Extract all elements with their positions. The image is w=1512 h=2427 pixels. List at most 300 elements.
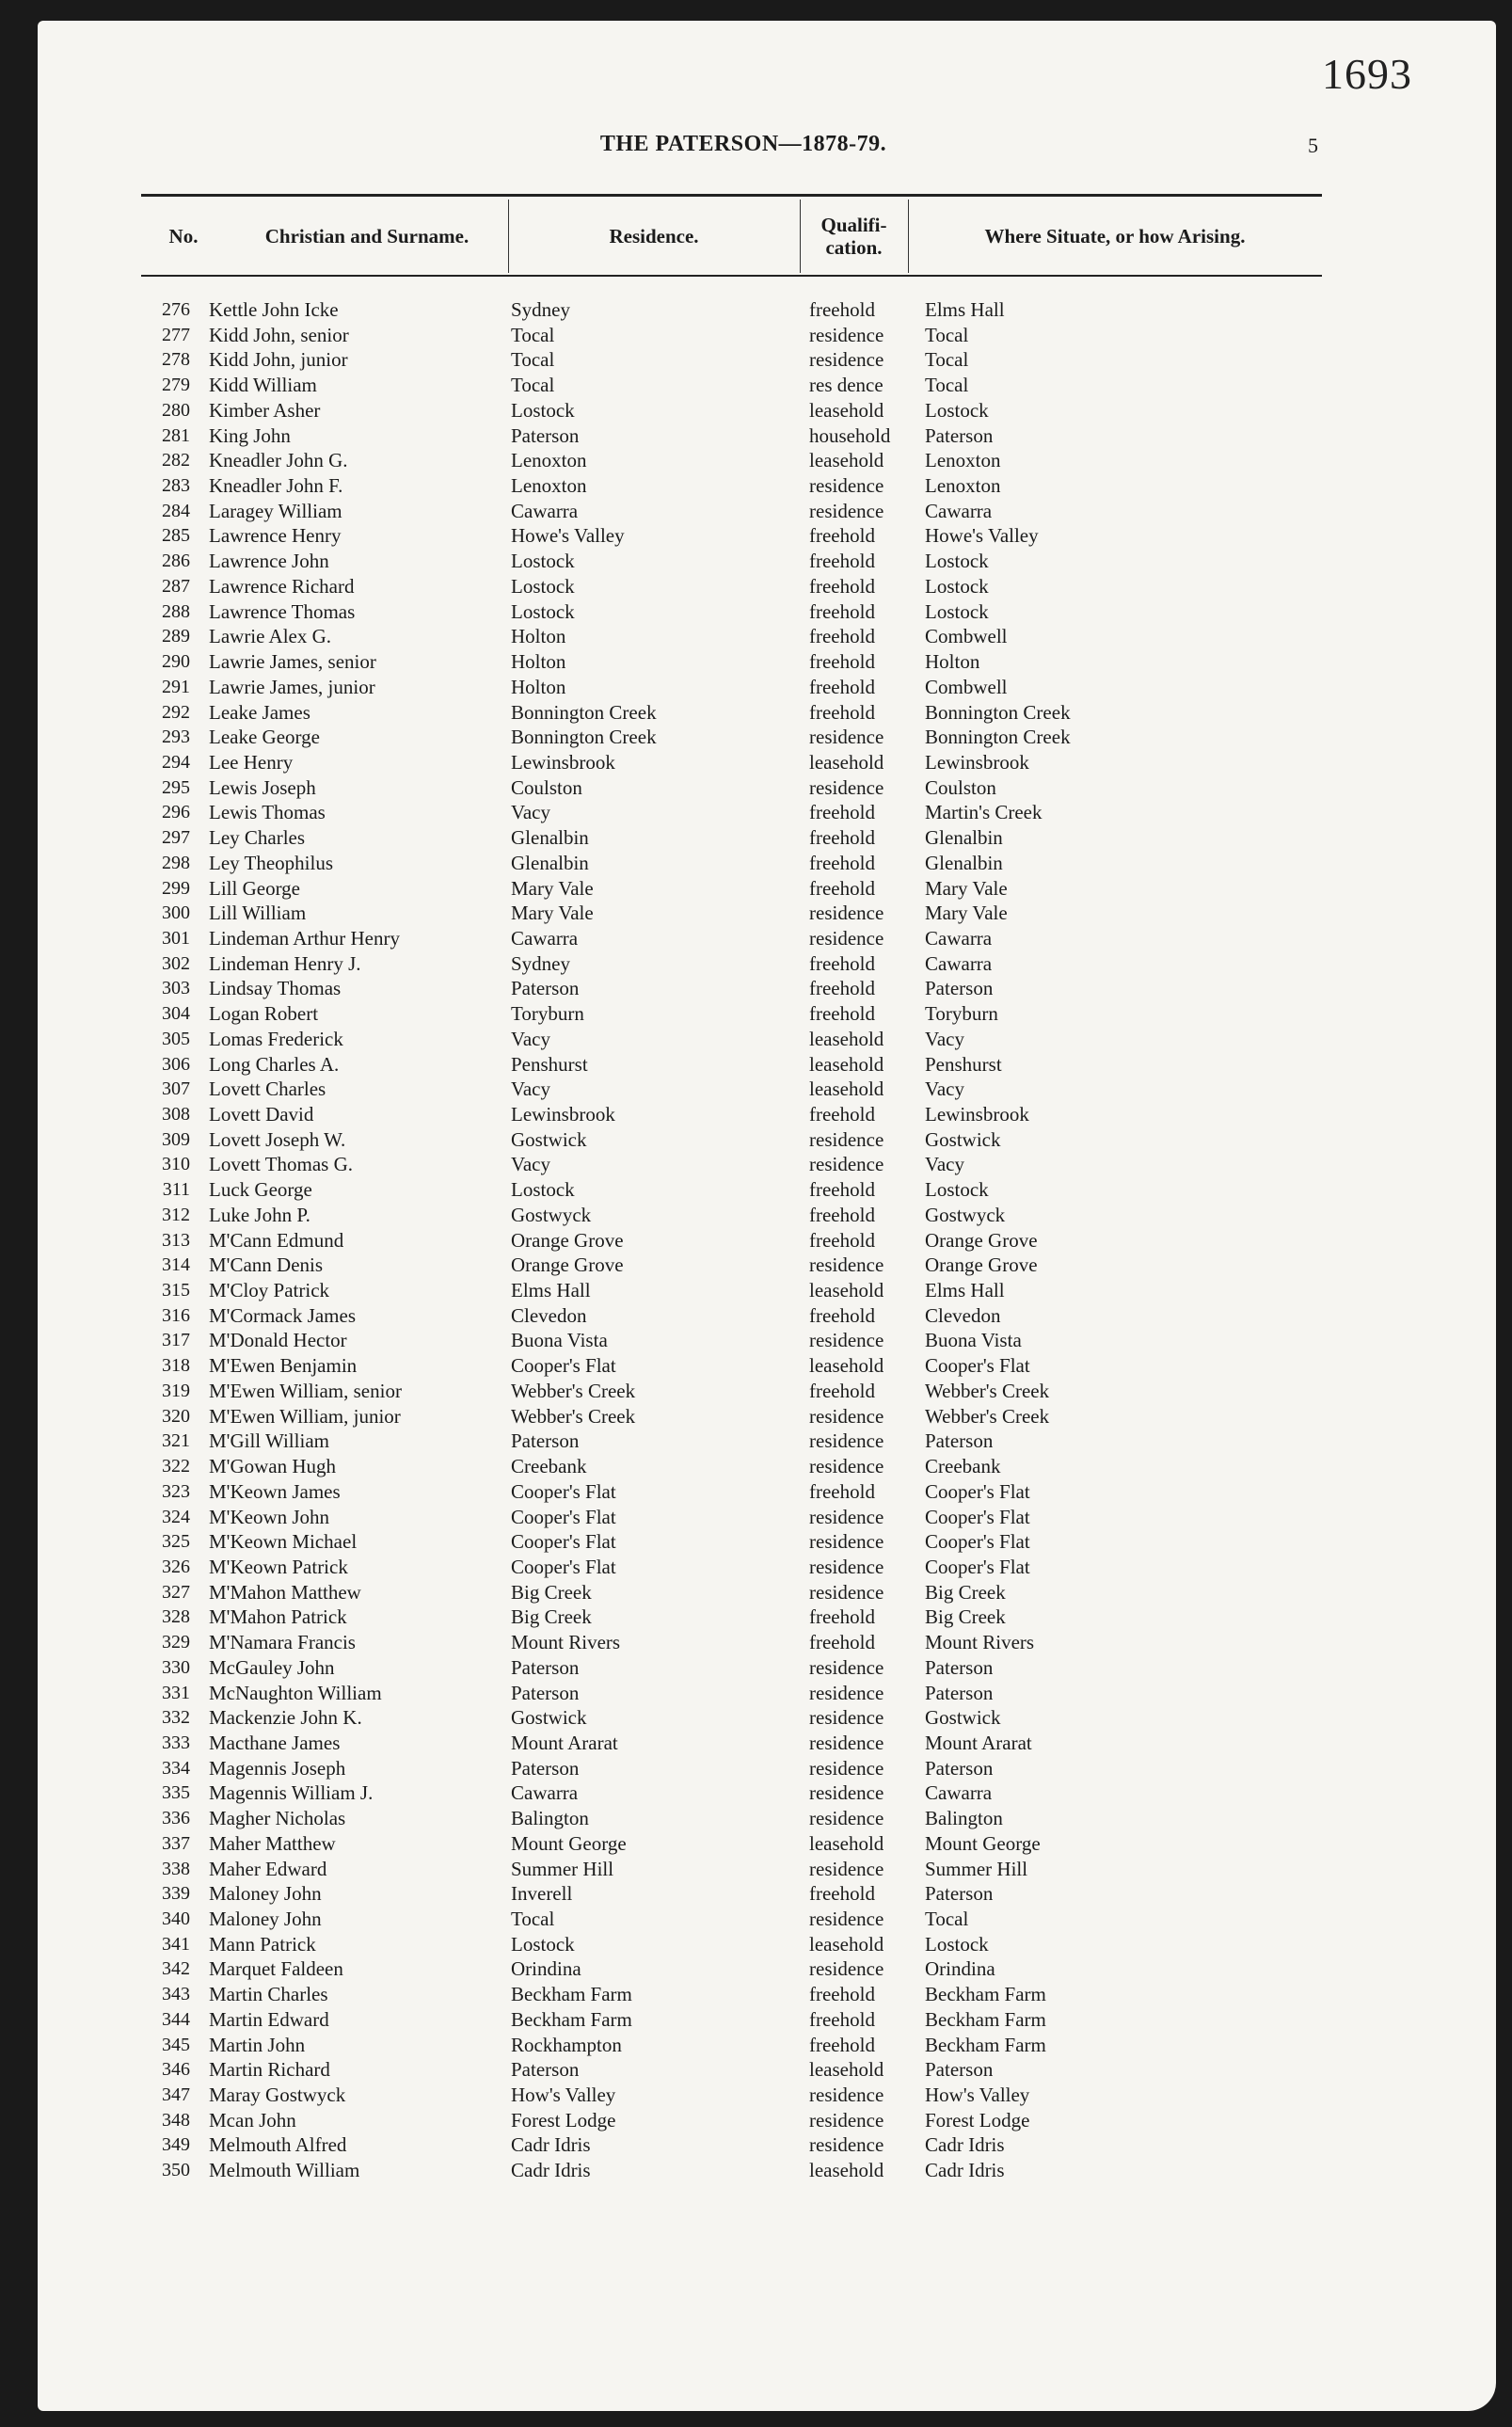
where-situate: Lostock [925, 550, 989, 573]
table-row [0, 1127, 1505, 1153]
elector-name: M'Mahon Patrick [209, 1605, 347, 1629]
where-situate: Howe's Valley [925, 524, 1039, 548]
elector-residence: Penshurst [511, 1052, 588, 1076]
row-number: 306 [162, 1053, 190, 1075]
where-situate: Martin's Creek [925, 801, 1042, 824]
elector-qualification: leasehold [809, 1052, 884, 1076]
row-number: 291 [162, 676, 190, 697]
elector-qualification: residence [809, 1706, 884, 1730]
elector-qualification: leasehold [809, 449, 884, 472]
elector-residence: Holton [511, 650, 566, 674]
elector-name: Lill William [209, 902, 307, 925]
elector-qualification: freehold [809, 599, 875, 623]
row-number: 322 [162, 1456, 190, 1477]
where-situate: Mary Vale [925, 876, 1008, 900]
row-number: 302 [162, 952, 190, 974]
elector-residence: Gostwick [511, 1127, 587, 1151]
elector-residence: Creebank [511, 1455, 587, 1478]
where-situate: Lenoxton [925, 474, 1001, 498]
elector-name: Mann Patrick [209, 1932, 316, 1956]
where-situate: Paterson [925, 1655, 994, 1679]
row-number: 294 [162, 751, 190, 773]
table-row [0, 549, 1505, 574]
elector-name: M'Cann Denis [209, 1253, 324, 1277]
elector-qualification: residence [809, 726, 884, 749]
table-row [0, 2158, 1505, 2183]
row-number: 311 [162, 1179, 190, 1201]
table-row [0, 1278, 1505, 1303]
elector-residence: Elms Hall [511, 1279, 591, 1302]
elector-name: Kidd John, junior [209, 348, 348, 372]
elector-residence: Balington [511, 1807, 589, 1830]
elector-name: Maher Matthew [209, 1831, 336, 1855]
table-row [0, 1429, 1505, 1454]
row-number: 296 [162, 802, 190, 823]
elector-qualification: freehold [809, 826, 875, 850]
elector-residence: Cawarra [511, 926, 579, 950]
elector-name: M'Keown Patrick [209, 1555, 348, 1578]
row-number: 278 [162, 349, 190, 371]
table-row [0, 825, 1505, 851]
table-row [0, 1253, 1505, 1278]
row-number: 329 [162, 1632, 190, 1653]
elector-residence: Glenalbin [511, 826, 589, 850]
elector-qualification: residence [809, 1530, 884, 1554]
elector-qualification: freehold [809, 1605, 875, 1629]
row-number: 286 [162, 551, 190, 572]
row-number: 347 [162, 2084, 190, 2106]
row-number: 335 [162, 1782, 190, 1804]
where-situate: Coulston [925, 775, 996, 799]
row-number: 315 [162, 1280, 190, 1301]
elector-name: Lawrence Henry [209, 524, 342, 548]
elector-residence: Paterson [511, 2058, 580, 2082]
elector-qualification: freehold [809, 675, 875, 698]
row-number: 290 [162, 651, 190, 673]
page-title: THE PATERSON—1878-79. [599, 132, 887, 156]
elector-residence: Lostock [511, 599, 575, 623]
where-situate: Combwell [925, 625, 1008, 648]
row-number: 317 [162, 1330, 190, 1351]
where-situate: Cawarra [925, 1781, 993, 1805]
elector-name: Mcan John [209, 2108, 296, 2132]
table-row [0, 1831, 1505, 1857]
row-number: 307 [162, 1078, 190, 1100]
where-situate: Paterson [925, 1681, 994, 1704]
elector-residence: Vacy [511, 1078, 550, 1101]
row-number: 285 [162, 525, 190, 547]
elector-residence: Rockhampton [511, 2033, 622, 2056]
elector-qualification: leasehold [809, 750, 884, 774]
where-situate: How's Valley [925, 2084, 1030, 2107]
elector-qualification: freehold [809, 851, 875, 874]
elector-name: Lee Henry [209, 750, 294, 774]
row-number: 289 [162, 626, 190, 647]
where-situate: Lostock [925, 1178, 989, 1202]
row-number: 336 [162, 1808, 190, 1829]
table-row [0, 675, 1505, 700]
table-row [0, 876, 1505, 902]
elector-residence: Lostock [511, 574, 575, 598]
row-number: 350 [162, 2160, 190, 2181]
elector-residence: Holton [511, 625, 566, 648]
elector-qualification: residence [809, 1404, 884, 1428]
elector-name: M'Ewen William, senior [209, 1379, 402, 1402]
elector-residence: Lenoxton [511, 474, 587, 498]
elector-qualification: freehold [809, 951, 875, 975]
where-situate: Gostwick [925, 1127, 1001, 1151]
table-row [0, 373, 1505, 398]
elector-qualification: residence [809, 1807, 884, 1830]
elector-name: McGauley John [209, 1655, 335, 1679]
elector-residence: Lostock [511, 398, 575, 422]
where-situate: Cooper's Flat [925, 1505, 1030, 1528]
where-situate: Paterson [925, 1882, 994, 1906]
elector-qualification: leasehold [809, 1279, 884, 1302]
row-number: 328 [162, 1606, 190, 1628]
elector-qualification: freehold [809, 1203, 875, 1226]
where-situate: Orindina [925, 1957, 995, 1981]
row-number: 300 [162, 902, 190, 924]
elector-qualification: residence [809, 474, 884, 498]
elector-residence: Big Creek [511, 1605, 592, 1629]
elector-name: M'Donald Hector [209, 1329, 347, 1352]
where-situate: Elms Hall [925, 1279, 1005, 1302]
elector-qualification: residence [809, 926, 884, 950]
elector-qualification: freehold [809, 977, 875, 1000]
row-number: 339 [162, 1883, 190, 1905]
table-row [0, 700, 1505, 726]
where-situate: Orange Grove [925, 1253, 1038, 1277]
table-row [0, 1932, 1505, 1957]
elector-name: Martin Richard [209, 2058, 330, 2082]
elector-name: Lawrie James, junior [209, 675, 375, 698]
elector-residence: Lostock [511, 1178, 575, 1202]
elector-qualification: residence [809, 1681, 884, 1704]
elector-qualification: leasehold [809, 1027, 884, 1050]
table-row [0, 901, 1505, 926]
row-number: 343 [162, 1984, 190, 2005]
where-situate: Cadr Idris [925, 2159, 1005, 2182]
elector-name: Kneadler John F. [209, 474, 343, 498]
where-situate: Buona Vista [925, 1329, 1022, 1352]
where-situate: Mount Ararat [925, 1731, 1032, 1754]
table-row [0, 851, 1505, 876]
table-row [0, 574, 1505, 599]
elector-residence: Howe's Valley [511, 524, 625, 548]
header-rule-bottom [141, 275, 1322, 277]
row-number: 301 [162, 927, 190, 949]
elector-qualification: residence [809, 1957, 884, 1981]
elector-residence: Lenoxton [511, 449, 587, 472]
where-situate: Balington [925, 1807, 1003, 1830]
elector-residence: Holton [511, 675, 566, 698]
table-row [0, 2007, 1505, 2033]
elector-name: Lawrence Thomas [209, 599, 356, 623]
elector-qualification: freehold [809, 1002, 875, 1026]
elector-residence: Clevedon [511, 1303, 587, 1327]
elector-name: Kettle John Icke [209, 298, 339, 321]
elector-name: Lawrence Richard [209, 574, 355, 598]
elector-qualification: freehold [809, 650, 875, 674]
table-row [0, 1655, 1505, 1681]
row-number: 345 [162, 2034, 190, 2055]
elector-qualification: household [809, 423, 891, 447]
table-row [0, 1605, 1505, 1630]
where-situate: Cooper's Flat [925, 1530, 1030, 1554]
elector-residence: Cooper's Flat [511, 1555, 616, 1578]
where-situate: Beckham Farm [925, 2033, 1046, 2056]
table-row [0, 2108, 1505, 2133]
where-situate: Lewinsbrook [925, 1103, 1029, 1126]
page-number: 1693 [1322, 50, 1412, 98]
row-number: 281 [162, 424, 190, 446]
elector-residence: Paterson [511, 1681, 580, 1704]
where-situate: Orange Grove [925, 1228, 1038, 1252]
where-situate: Tocal [925, 323, 969, 346]
table-row [0, 1857, 1505, 1882]
elector-qualification: residence [809, 2084, 884, 2107]
elector-name: M'Mahon Matthew [209, 1580, 361, 1604]
elector-residence: Orange Grove [511, 1228, 624, 1252]
elector-name: Leake George [209, 726, 320, 749]
table-row [0, 2132, 1505, 2158]
elector-residence: Paterson [511, 977, 580, 1000]
elector-residence: Sydney [511, 298, 570, 321]
elector-name: Lawrie Alex G. [209, 625, 332, 648]
elector-residence: Webber's Creek [511, 1404, 636, 1428]
elector-residence: Vacy [511, 801, 550, 824]
elector-qualification: freehold [809, 1882, 875, 1906]
elector-name: Lill George [209, 876, 301, 900]
elector-qualification: leasehold [809, 398, 884, 422]
where-situate: Lewinsbrook [925, 750, 1029, 774]
table-row [0, 1982, 1505, 2007]
elector-qualification: freehold [809, 1228, 875, 1252]
row-number: 303 [162, 978, 190, 999]
column-header-qualification [800, 200, 908, 273]
table-row [0, 1731, 1505, 1756]
table-row [0, 1177, 1505, 1203]
where-situate: Holton [925, 650, 980, 674]
where-situate: Glenalbin [925, 826, 1003, 850]
where-situate: Webber's Creek [925, 1379, 1050, 1402]
elector-qualification: freehold [809, 574, 875, 598]
table-row [0, 750, 1505, 775]
table-row [0, 1203, 1505, 1228]
row-number: 348 [162, 2109, 190, 2131]
where-situate: Vacy [925, 1153, 964, 1176]
table-row [0, 1102, 1505, 1127]
elector-residence: Cawarra [511, 1781, 579, 1805]
elector-residence: Forest Lodge [511, 2108, 616, 2132]
elector-qualification: residence [809, 902, 884, 925]
row-number: 320 [162, 1405, 190, 1427]
elector-name: Marquet Faldeen [209, 1957, 343, 1981]
where-situate: Cooper's Flat [925, 1354, 1030, 1378]
elector-name: Ley Theophilus [209, 851, 334, 874]
table-row [0, 1681, 1505, 1706]
header-rule-top [141, 194, 1322, 197]
elector-qualification: freehold [809, 1178, 875, 1202]
elector-qualification: freehold [809, 1631, 875, 1654]
table-row [0, 1780, 1505, 1806]
where-situate: Cawarra [925, 951, 993, 975]
row-number: 279 [162, 375, 190, 396]
where-situate: Webber's Creek [925, 1404, 1050, 1428]
elector-residence: Vacy [511, 1027, 550, 1050]
elector-residence: Inverell [511, 1882, 573, 1906]
elector-name: Melmouth William [209, 2159, 360, 2182]
where-situate: Lostock [925, 1932, 989, 1956]
elector-residence: Cooper's Flat [511, 1479, 616, 1503]
table-row [0, 1705, 1505, 1731]
where-situate: Elms Hall [925, 298, 1005, 321]
elector-name: Ley Charles [209, 826, 306, 850]
elector-qualification: leasehold [809, 1354, 884, 1378]
elector-name: Mackenzie John K. [209, 1706, 362, 1730]
row-number: 292 [162, 701, 190, 723]
table-row [0, 1756, 1505, 1781]
elector-qualification: res dence [809, 374, 883, 397]
row-number: 318 [162, 1355, 190, 1377]
where-situate: Cadr Idris [925, 2133, 1005, 2157]
elector-qualification: freehold [809, 550, 875, 573]
elector-qualification: residence [809, 1455, 884, 1478]
elector-qualification: residence [809, 1580, 884, 1604]
elector-name: Maher Edward [209, 1857, 327, 1880]
table-row [0, 624, 1505, 649]
elector-qualification: leasehold [809, 2058, 884, 2082]
elector-qualification: residence [809, 1731, 884, 1754]
elector-name: M'Gowan Hugh [209, 1455, 337, 1478]
row-number: 297 [162, 827, 190, 849]
elector-residence: How's Valley [511, 2084, 616, 2107]
elector-qualification: freehold [809, 1983, 875, 2006]
row-number: 341 [162, 1933, 190, 1955]
table-row [0, 1956, 1505, 1982]
row-number: 349 [162, 2134, 190, 2156]
where-situate: Mary Vale [925, 902, 1008, 925]
elector-qualification: residence [809, 1555, 884, 1578]
elector-name: Maloney John [209, 1908, 322, 1930]
elector-qualification: freehold [809, 876, 875, 900]
table-row [0, 1379, 1505, 1404]
row-number: 280 [162, 399, 190, 421]
elector-name: Luke John P. [209, 1203, 310, 1226]
row-number: 316 [162, 1304, 190, 1326]
elector-name: Lindeman Arthur Henry [209, 926, 400, 950]
row-number: 321 [162, 1430, 190, 1452]
where-situate: Mount George [925, 1831, 1041, 1855]
table-row [0, 297, 1505, 323]
elector-residence: Beckham Farm [511, 2007, 632, 2031]
elector-residence: Gostwyck [511, 1203, 592, 1226]
where-situate: Lostock [925, 398, 989, 422]
where-situate: Paterson [925, 1756, 994, 1780]
elector-name: Logan Robert [209, 1002, 319, 1026]
elector-name: Lindeman Henry J. [209, 951, 361, 975]
table-row [0, 1580, 1505, 1605]
elector-name: Lawrence John [209, 550, 329, 573]
row-number: 312 [162, 1204, 190, 1225]
where-situate: Cawarra [925, 499, 993, 522]
table-row [0, 725, 1505, 750]
elector-name: Melmouth Alfred [209, 2133, 347, 2157]
elector-qualification: leasehold [809, 1932, 884, 1956]
elector-name: M'Ewen Benjamin [209, 1354, 358, 1378]
row-number: 284 [162, 500, 190, 521]
table-row [0, 323, 1505, 348]
elector-qualification: freehold [809, 1479, 875, 1503]
where-situate: Summer Hill [925, 1857, 1028, 1880]
row-number: 342 [162, 1958, 190, 1980]
row-number: 288 [162, 600, 190, 622]
elector-qualification: freehold [809, 524, 875, 548]
elector-residence: Toryburn [511, 1002, 584, 1026]
elector-residence: Mary Vale [511, 902, 594, 925]
elector-name: Kidd John, senior [209, 323, 349, 346]
table-row [0, 1001, 1505, 1027]
table-row [0, 1052, 1505, 1078]
elector-residence: Mary Vale [511, 876, 594, 900]
elector-residence: Bonnington Creek [511, 726, 657, 749]
elector-qualification: freehold [809, 801, 875, 824]
elector-qualification: residence [809, 348, 884, 372]
elector-qualification: residence [809, 1253, 884, 1277]
where-situate: Penshurst [925, 1052, 1002, 1076]
elector-qualification: freehold [809, 1379, 875, 1402]
elector-residence: Paterson [511, 1756, 580, 1780]
elector-qualification: residence [809, 1429, 884, 1453]
elector-residence: Lostock [511, 1932, 575, 1956]
row-number: 293 [162, 727, 190, 748]
elector-residence: Webber's Creek [511, 1379, 636, 1402]
elector-qualification: residence [809, 499, 884, 522]
where-situate: Lostock [925, 574, 989, 598]
where-situate: Tocal [925, 348, 969, 372]
column-header-no: No. [168, 225, 199, 247]
table-row [0, 976, 1505, 1001]
elector-residence: Tocal [511, 323, 555, 346]
row-number: 308 [162, 1104, 190, 1125]
table-row [0, 926, 1505, 951]
elector-name: Lovett David [209, 1103, 314, 1126]
elector-residence: Buona Vista [511, 1329, 608, 1352]
elector-residence: Gostwick [511, 1706, 587, 1730]
elector-residence: Paterson [511, 1429, 580, 1453]
elector-name: King John [209, 423, 291, 447]
row-number: 334 [162, 1757, 190, 1779]
table-row [0, 1404, 1505, 1429]
elector-name: Magennis Joseph [209, 1756, 346, 1780]
elector-name: Maloney John [209, 1882, 322, 1906]
where-situate: Gostwick [925, 1706, 1001, 1730]
elector-name: Maray Gostwyck [209, 2084, 346, 2107]
elector-name: M'Cormack James [209, 1303, 357, 1327]
where-situate: Cooper's Flat [925, 1555, 1030, 1578]
table-row [0, 347, 1505, 373]
where-situate: Vacy [925, 1078, 964, 1101]
elector-name: Lovett Joseph W. [209, 1127, 346, 1151]
table-row [0, 523, 1505, 549]
elector-name: M'Namara Francis [209, 1631, 356, 1654]
row-number: 333 [162, 1732, 190, 1753]
table-row [0, 2033, 1505, 2058]
elector-qualification: residence [809, 1908, 884, 1930]
elector-qualification: residence [809, 323, 884, 346]
elector-qualification: residence [809, 1857, 884, 1880]
